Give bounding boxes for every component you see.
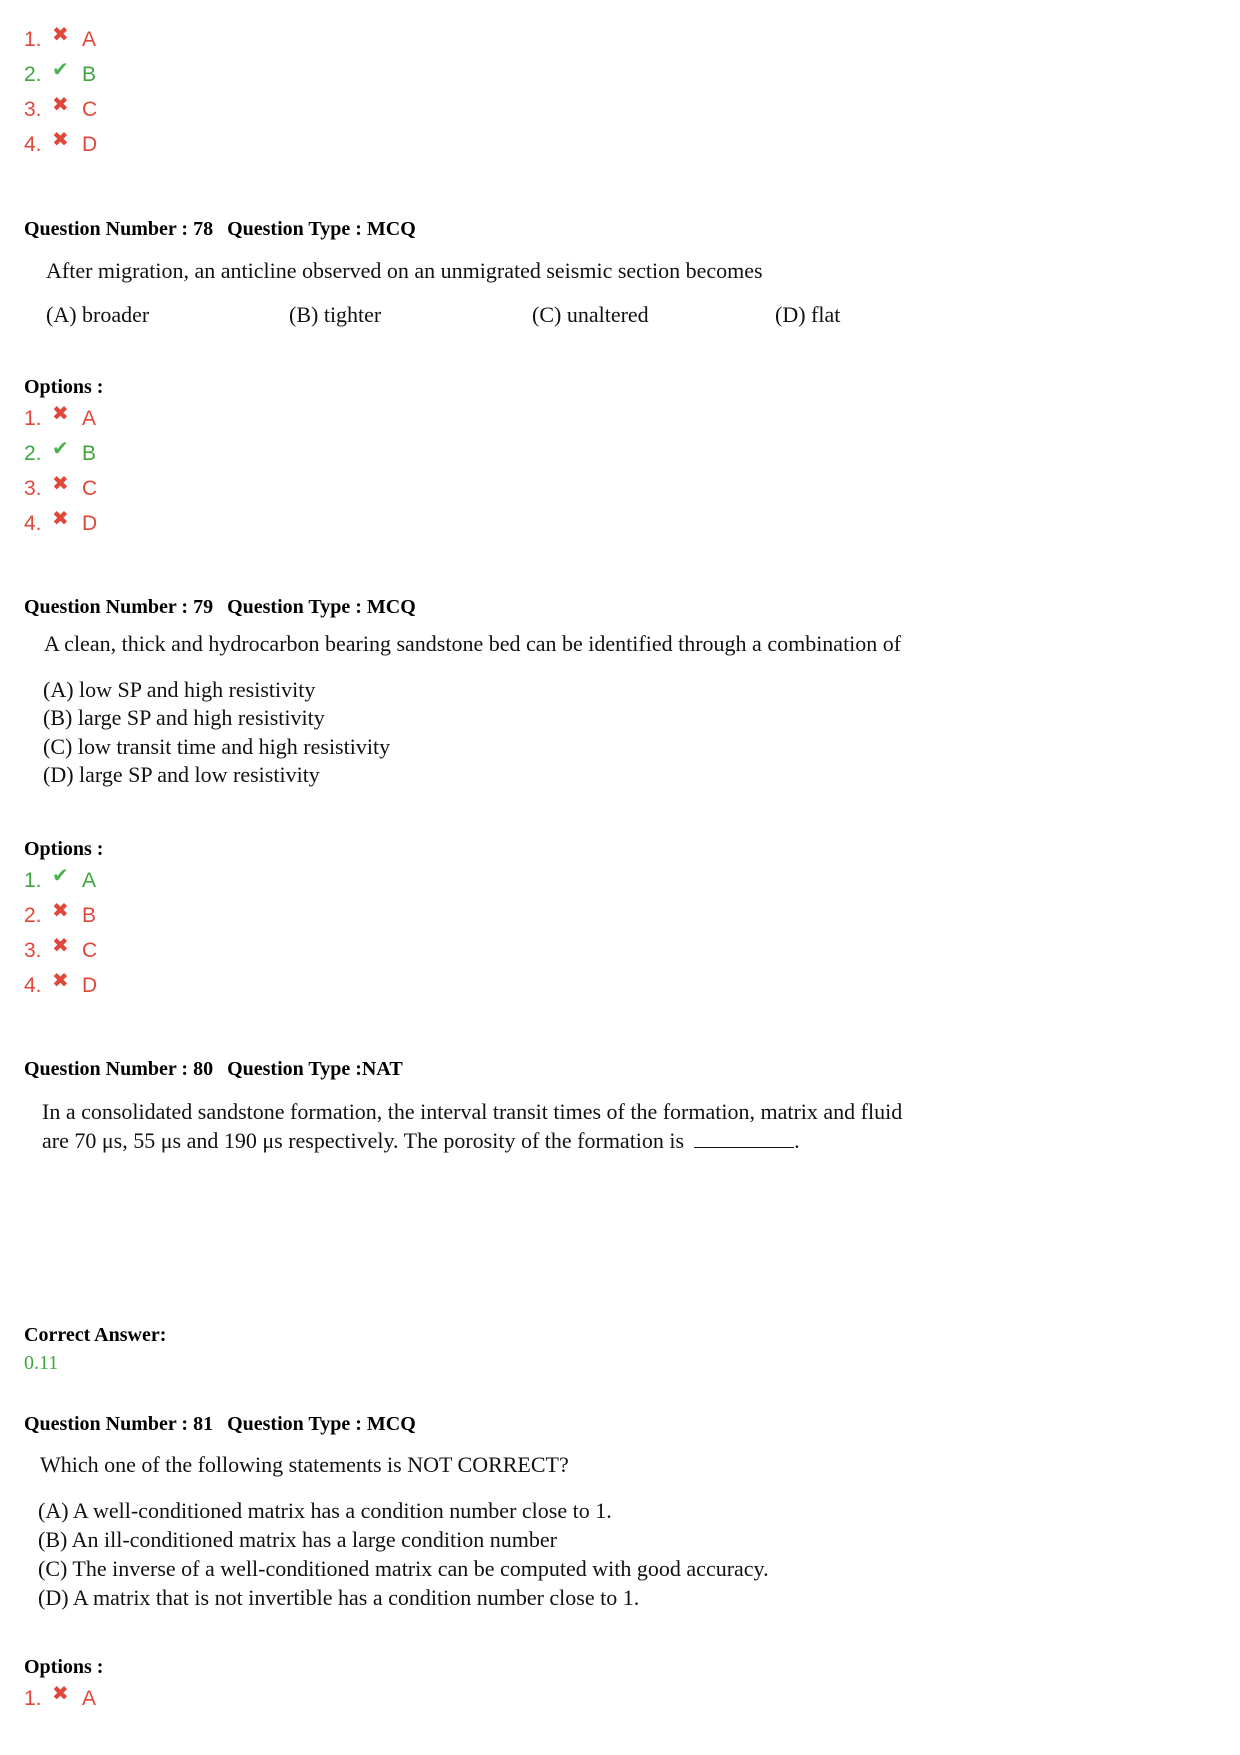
question-choice: (D) large SP and low resistivity [43,762,320,787]
question-choice: (C) The inverse of a well-conditioned matrix can be computed with good accuracy. [38,1556,769,1581]
option-row: 1. ✔ A [24,864,97,892]
question-stem: In a consolidated sandstone formation, the interval transit times of the formation, matrix and fluid [42,1099,903,1124]
question-header: Question Number : 79 Question Type : MCQ [24,596,416,618]
cross-icon: ✖ [52,899,69,922]
question-choice: (B) large SP and high resistivity [43,705,325,730]
question-header: Question Number : 81 Question Type : MCQ [24,1413,416,1435]
option-row: 2. ✔ B [24,437,97,465]
question-header: Question Number : 80 Question Type :NAT [24,1058,403,1080]
cross-icon: ✖ [52,934,69,957]
cross-icon: ✖ [52,128,69,151]
question-choice: (B) An ill-conditioned matrix has a large condition number [38,1527,557,1552]
option-row: 4. ✖ D [24,969,98,997]
option-row: 1. ✖ A [24,23,97,51]
correct-answer-value: 0.11 [24,1352,59,1374]
question-choices: (A) broader (B) tighter (C) unaltered (D) flat [46,302,841,327]
option-row: 4. ✖ D [24,507,98,535]
option-row: 4. ✖ D [24,128,98,156]
option-row: 1. ✖ A [24,1682,97,1710]
question-header: Question Number : 78 Question Type : MCQ [24,218,416,240]
cross-icon: ✖ [52,93,69,116]
options-label: Options : [24,838,104,860]
question-stem: A clean, thick and hydrocarbon bearing sandstone bed can be identified through a combination of [44,631,902,656]
answer-blank [694,1129,794,1148]
check-icon: ✔ [52,864,69,887]
question-choice: (D) A matrix that is not invertible has a condition number close to 1. [38,1585,640,1610]
cross-icon: ✖ [52,402,69,425]
question-choice: (C) low transit time and high resistivity [43,734,391,759]
question-stem: Which one of the following statements is NOT CORRECT? [40,1452,569,1477]
question-stem: After migration, an anticline observed on an unmigrated seismic section becomes [46,258,763,283]
cross-icon: ✖ [52,507,69,530]
option-row: 3. ✖ C [24,934,98,962]
check-icon: ✔ [52,437,69,460]
option-row: 1. ✖ A [24,402,97,430]
option-row: 3. ✖ C [24,472,98,500]
correct-answer-label: Correct Answer: [24,1324,167,1346]
cross-icon: ✖ [52,472,69,495]
question-choice: (A) low SP and high resistivity [43,677,316,702]
question-choice: (A) A well-conditioned matrix has a condition number close to 1. [38,1498,612,1523]
cross-icon: ✖ [52,23,69,46]
option-row: 2. ✖ B [24,899,97,927]
options-label: Options : [24,376,104,398]
option-row: 2. ✔ B [24,58,97,86]
cross-icon: ✖ [52,969,69,992]
cross-icon: ✖ [52,1682,69,1705]
question-stem-line2: are 70 μs, 55 μs and 190 μs respectively. The porosity of the formation is . [42,1128,800,1153]
check-icon: ✔ [52,58,69,81]
option-row: 3. ✖ C [24,93,98,121]
options-label: Options : [24,1656,104,1678]
